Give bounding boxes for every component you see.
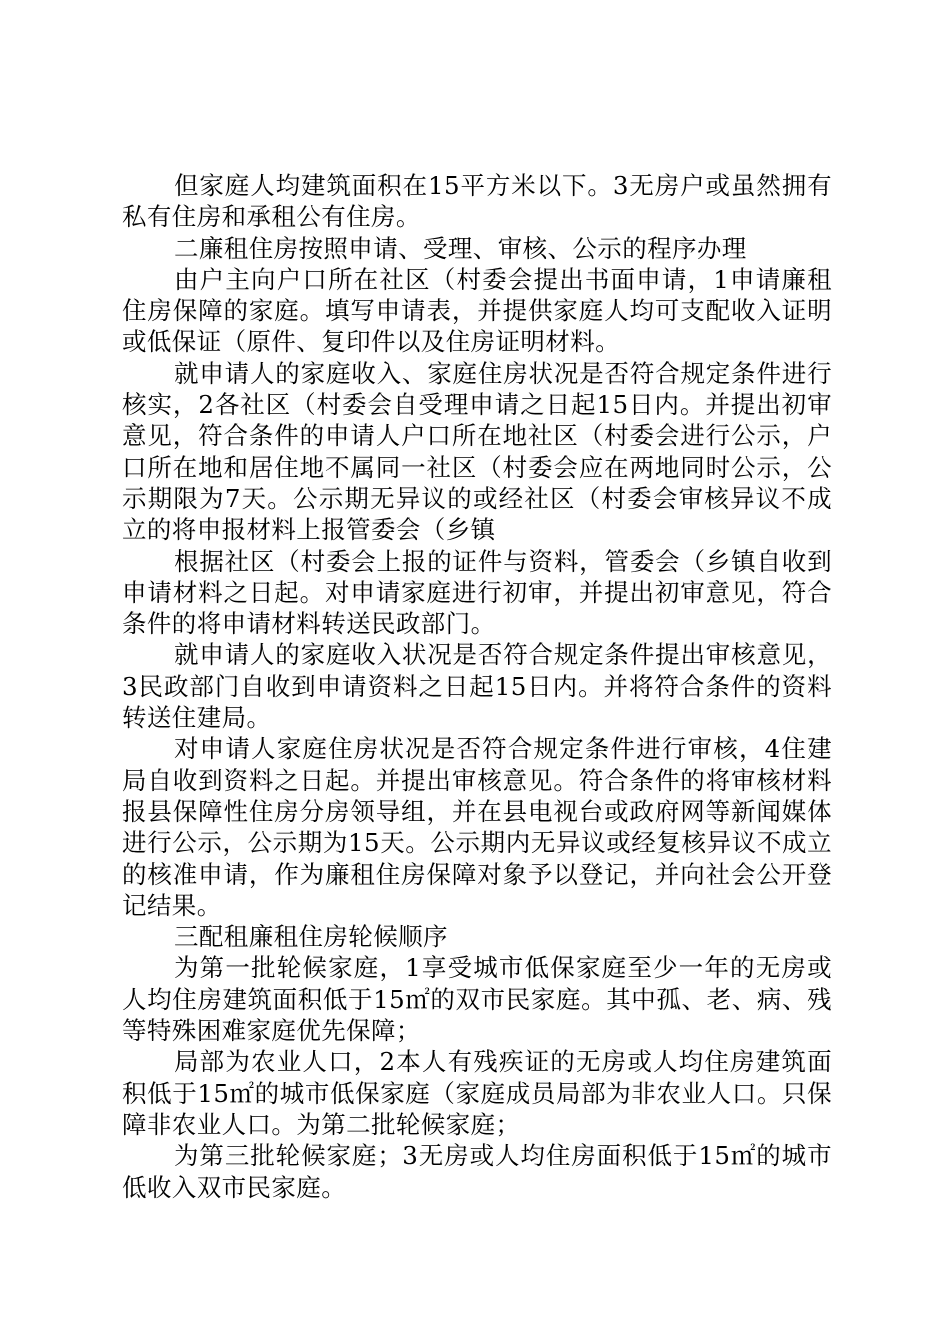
paragraph: 但家庭人均建筑面积在15平方米以下。3无房户或虽然拥有私有住房和承租公有住房。 [122,171,832,232]
paragraph: 为第一批轮候家庭，1享受城市低保家庭至少一年的无房或人均住房建筑面积低于15㎡的双市民家庭。其中孤、老、病、残等特殊困难家庭优先保障； [122,953,832,1046]
section-heading: 三配租廉租住房轮候顺序 [174,922,448,952]
paragraph: 就申请人的家庭收入状况是否符合规定条件提出审核意见，3民政部门自收到申请资料之日起15日内。并将符合条件的资料转送住建局。 [122,640,832,733]
paragraph: 局部为农业人口，2本人有残疾证的无房或人均住房建筑面积低于15㎡的城市低保家庭（家庭成员局部为非农业人口。只保障非农业人口。为第二批轮候家庭； [122,1047,832,1139]
paragraph: 根据社区（村委会上报的证件与资料，管委会（乡镇自收到申请材料之日起。对申请家庭进行初审，并提出初审意见，符合条件的将申请材料转送民政部门。 [122,546,832,639]
section-heading: 二廉租住房按照申请、受理、审核、公示的程序办理 [174,233,747,263]
paragraph: 对申请人家庭住房状况是否符合规定条件进行审核，4住建局自收到资料之日起。并提出审核意见。符合条件的将审核材料报县保障性住房分房领导组，并在县电视台或政府网等新闻媒体进行公示，公示期为15天。公示期内无异议或经复核异议不成立的核准申请，作为廉租住房保障对象予以登记，并向社会公开登记结果。 [122,734,832,920]
paragraph: 就申请人的家庭收入、家庭住房状况是否符合规定条件进行核实，2各社区（村委会自受理申请之日起15日内。并提出初审意见，符合条件的申请人户口所在地社区（村委会进行公示，户口所在地和居住地不属同一社区（村委会应在两地同时公示，公示期限为7天。公示期无异议的或经社区（村委会审核异议不成立的将申报材料上报管委会（乡镇 [122,358,832,545]
paragraph: 由户主向户口所在社区（村委会提出书面申请，1申请廉租住房保障的家庭。填写申请表，并提供家庭人均可支配收入证明或低保证（原件、复印件以及住房证明材料。 [122,264,832,357]
paragraph: 为第三批轮候家庭；3无房或人均住房面积低于15㎡的城市低收入双市民家庭。 [122,1141,832,1202]
document-body [122,170,832,1203]
